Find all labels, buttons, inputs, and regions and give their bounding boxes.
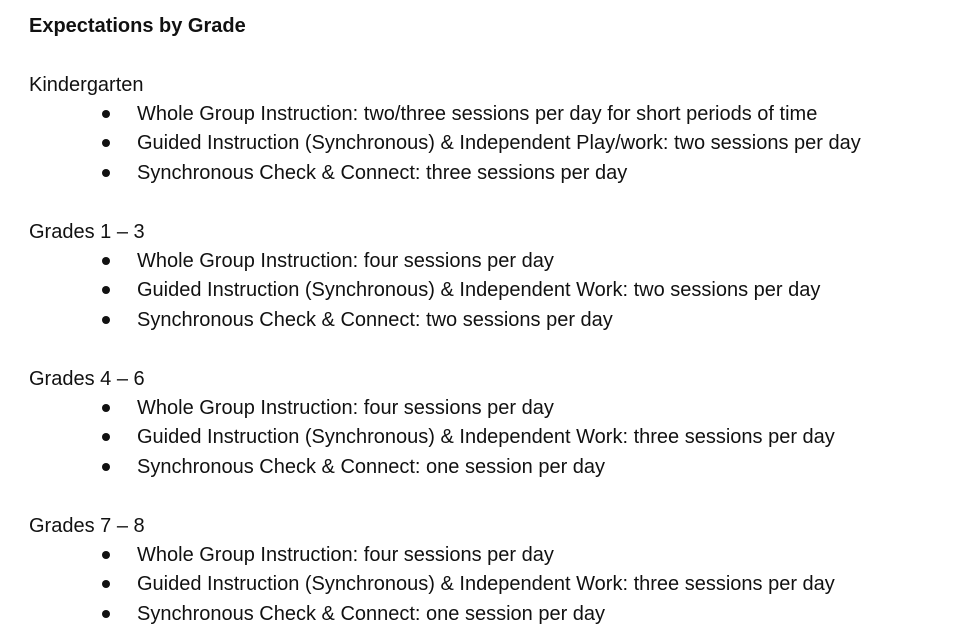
- list-item: [0, 101, 960, 130]
- list-item-text: Guided Instruction (Synchronous) & Independent Play/work: two sessions per day: [137, 132, 861, 155]
- list-item-text: Synchronous Check & Connect: one session per day: [137, 455, 606, 478]
- list-item-text: Whole Group Instruction: two/three sessions per day for short periods of time: [137, 103, 818, 125]
- bullet-icon: [102, 316, 110, 324]
- list-item: [0, 160, 960, 189]
- bullet-icon: [102, 610, 110, 618]
- section-heading: Grades 1 – 3: [29, 221, 145, 243]
- bullet-list: [0, 248, 960, 336]
- bullet-icon: [102, 551, 110, 559]
- list-item: [0, 601, 960, 630]
- bullet-icon: [102, 169, 110, 177]
- section-heading: Grades 4 – 6: [29, 368, 145, 390]
- section-heading: Kindergarten: [29, 74, 144, 96]
- bullet-icon: [102, 404, 110, 412]
- list-item-text: Whole Group Instruction: four sessions per day: [137, 544, 554, 566]
- list-item: [0, 307, 960, 336]
- list-item: [0, 424, 960, 453]
- list-item: [0, 454, 960, 483]
- list-item: [0, 130, 960, 159]
- page-title: Expectations by Grade: [29, 15, 246, 37]
- list-item: [0, 395, 960, 424]
- list-item-text: Synchronous Check & Connect: two sessions per day: [137, 308, 613, 331]
- bullet-list: [0, 101, 960, 189]
- list-item-text: Whole Group Instruction: four sessions per day: [137, 250, 554, 272]
- bullet-list: [0, 542, 960, 630]
- list-item: [0, 248, 960, 277]
- bullet-icon: [102, 257, 110, 265]
- bullet-icon: [102, 110, 110, 118]
- bullet-icon: [102, 463, 110, 471]
- list-item-text: Guided Instruction (Synchronous) & Independent Work: three sessions per day: [137, 426, 835, 449]
- bullet-icon: [102, 433, 110, 441]
- list-item: [0, 277, 960, 306]
- list-item-text: Synchronous Check & Connect: three sessions per day: [137, 161, 628, 184]
- list-item-text: Guided Instruction (Synchronous) & Independent Work: two sessions per day: [137, 279, 821, 302]
- bullet-icon: [102, 580, 110, 588]
- list-item: [0, 542, 960, 571]
- list-item: [0, 571, 960, 600]
- list-item-text: Whole Group Instruction: four sessions per day: [137, 397, 554, 419]
- section-heading: Grades 7 – 8: [29, 515, 145, 537]
- bullet-list: [0, 395, 960, 483]
- list-item-text: Synchronous Check & Connect: one session per day: [137, 602, 606, 625]
- bullet-icon: [102, 139, 110, 147]
- bullet-icon: [102, 286, 110, 294]
- list-item-text: Guided Instruction (Synchronous) & Independent Work: three sessions per day: [137, 573, 835, 596]
